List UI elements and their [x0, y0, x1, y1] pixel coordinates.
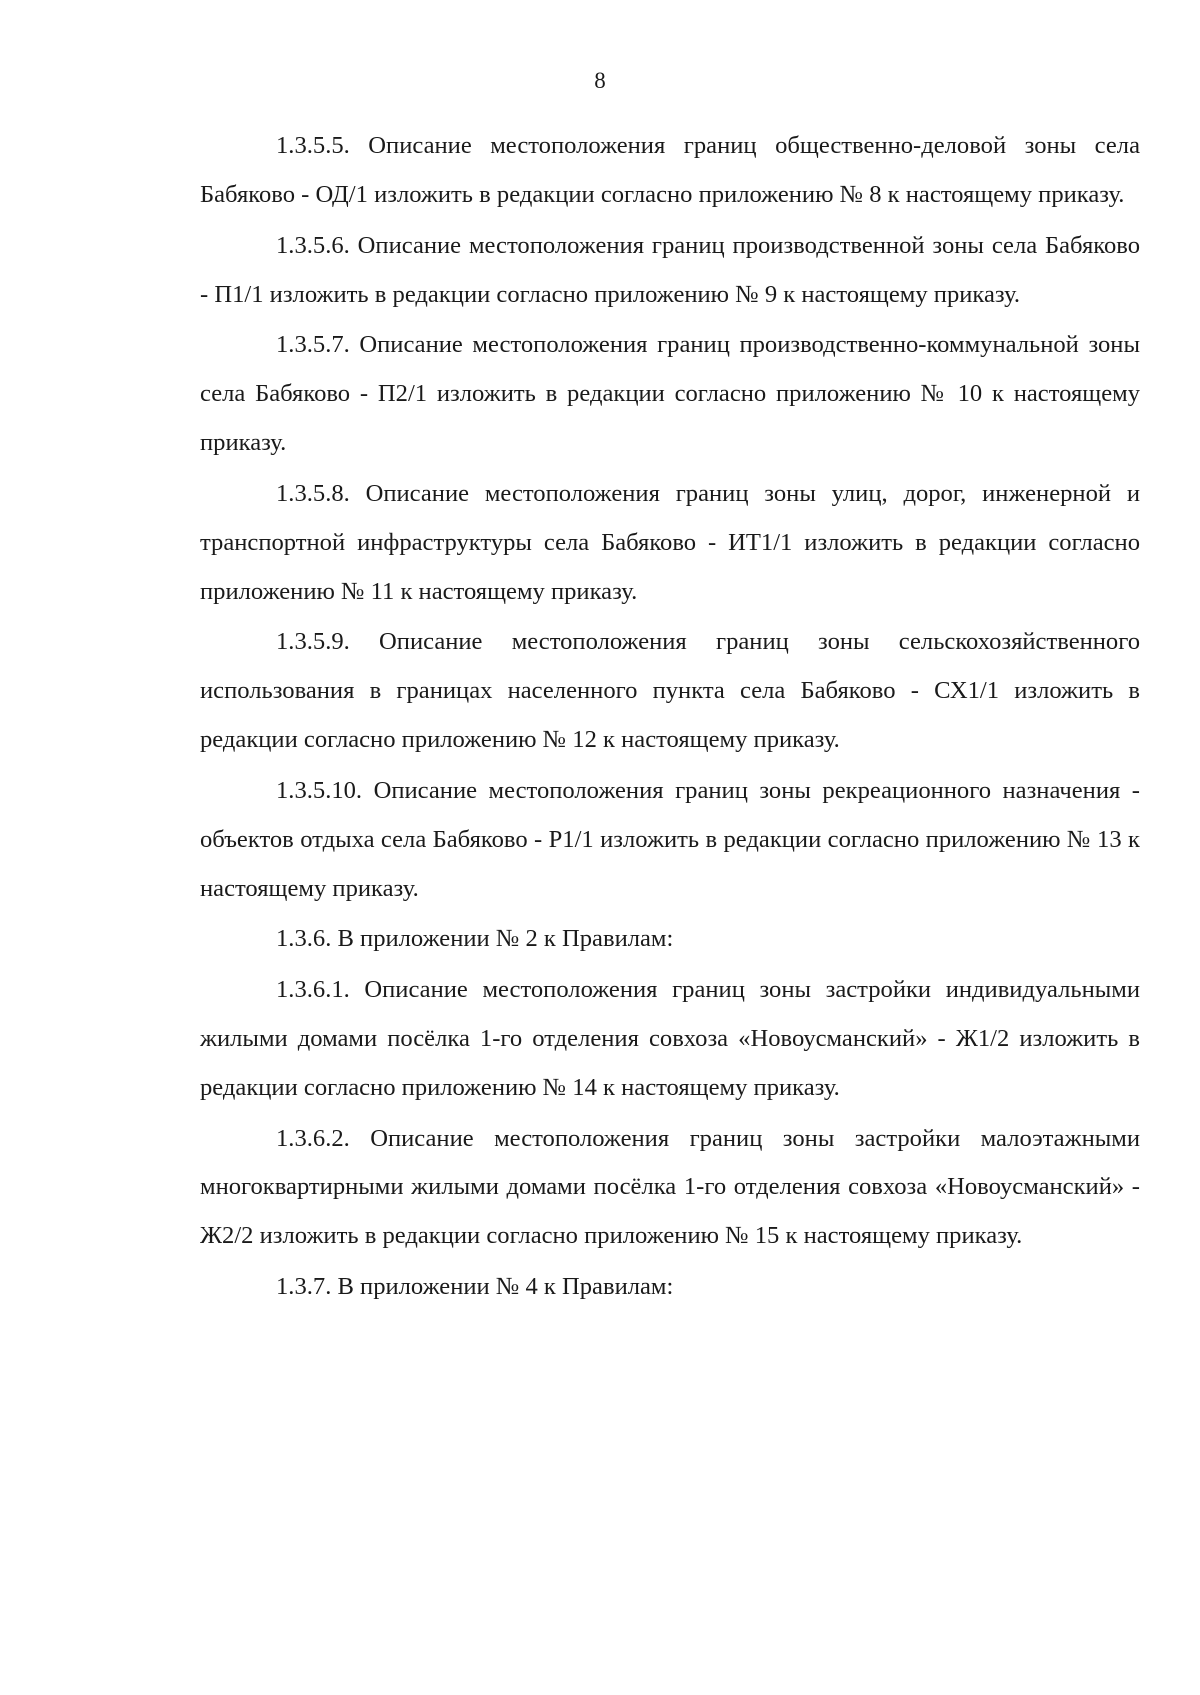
document-body — [200, 122, 1140, 1314]
page-number: 8 — [594, 68, 606, 93]
clause-1-3-6-1: 1.3.6.1. Описание местоположения границ зоны застройки индивидуальными жилыми домами посёлка 1-го отделения совхоза «Новоусманский» - Ж1/2 изложить в редакции согласно приложению № 14 к настоящему приказу. — [200, 975, 1140, 1101]
clause-1-3-6-2: 1.3.6.2. Описание местоположения границ зоны застройки малоэтажными многоквартирными жилыми домами посёлка 1-го отделения совхоза «Новоусманский» - Ж2/2 изложить в редакции согласно приложению № 15 к настоящему приказу. — [200, 1124, 1140, 1250]
clause-1-3-5-5: 1.3.5.5. Описание местоположения границ общественно-деловой зоны села Бабяково - ОД/1 изложить в редакции согласно приложению № 8 к настоящему приказу. — [200, 132, 1140, 208]
clause-1-3-7: 1.3.7. В приложении № 4 к Правилам: — [276, 1273, 674, 1301]
clause-1-3-6: 1.3.6. В приложении № 2 к Правилам: — [276, 925, 674, 953]
clause-1-3-5-9: 1.3.5.9. Описание местоположения границ зоны сельскохозяйственного использования в границах населенного пункта села Бабяково - СХ1/1 изложить в редакции согласно приложению № 12 к настоящему приказу. — [200, 628, 1140, 754]
clause-1-3-5-6: 1.3.5.6. Описание местоположения границ производственной зоны села Бабяково - П1/1 изложить в редакции согласно приложению № 9 к настоящему приказу. — [200, 231, 1140, 308]
clause-1-3-5-10: 1.3.5.10. Описание местоположения границ зоны рекреационного назначения - объектов отдыха села Бабяково - Р1/1 изложить в редакции согласно приложению № 13 к настоящему приказу. — [200, 776, 1140, 902]
clause-1-3-5-8: 1.3.5.8. Описание местоположения границ зоны улиц, дорог, инженерной и транспортной инфраструктуры села Бабяково - ИТ1/1 изложить в редакции согласно приложению № 11 к настоящему приказу. — [200, 479, 1140, 605]
clause-1-3-5-7: 1.3.5.7. Описание местоположения границ производственно-коммунальной зоны села Бабяково - П2/1 изложить в редакции согласно приложению № 10 к настоящему приказу. — [200, 331, 1140, 457]
